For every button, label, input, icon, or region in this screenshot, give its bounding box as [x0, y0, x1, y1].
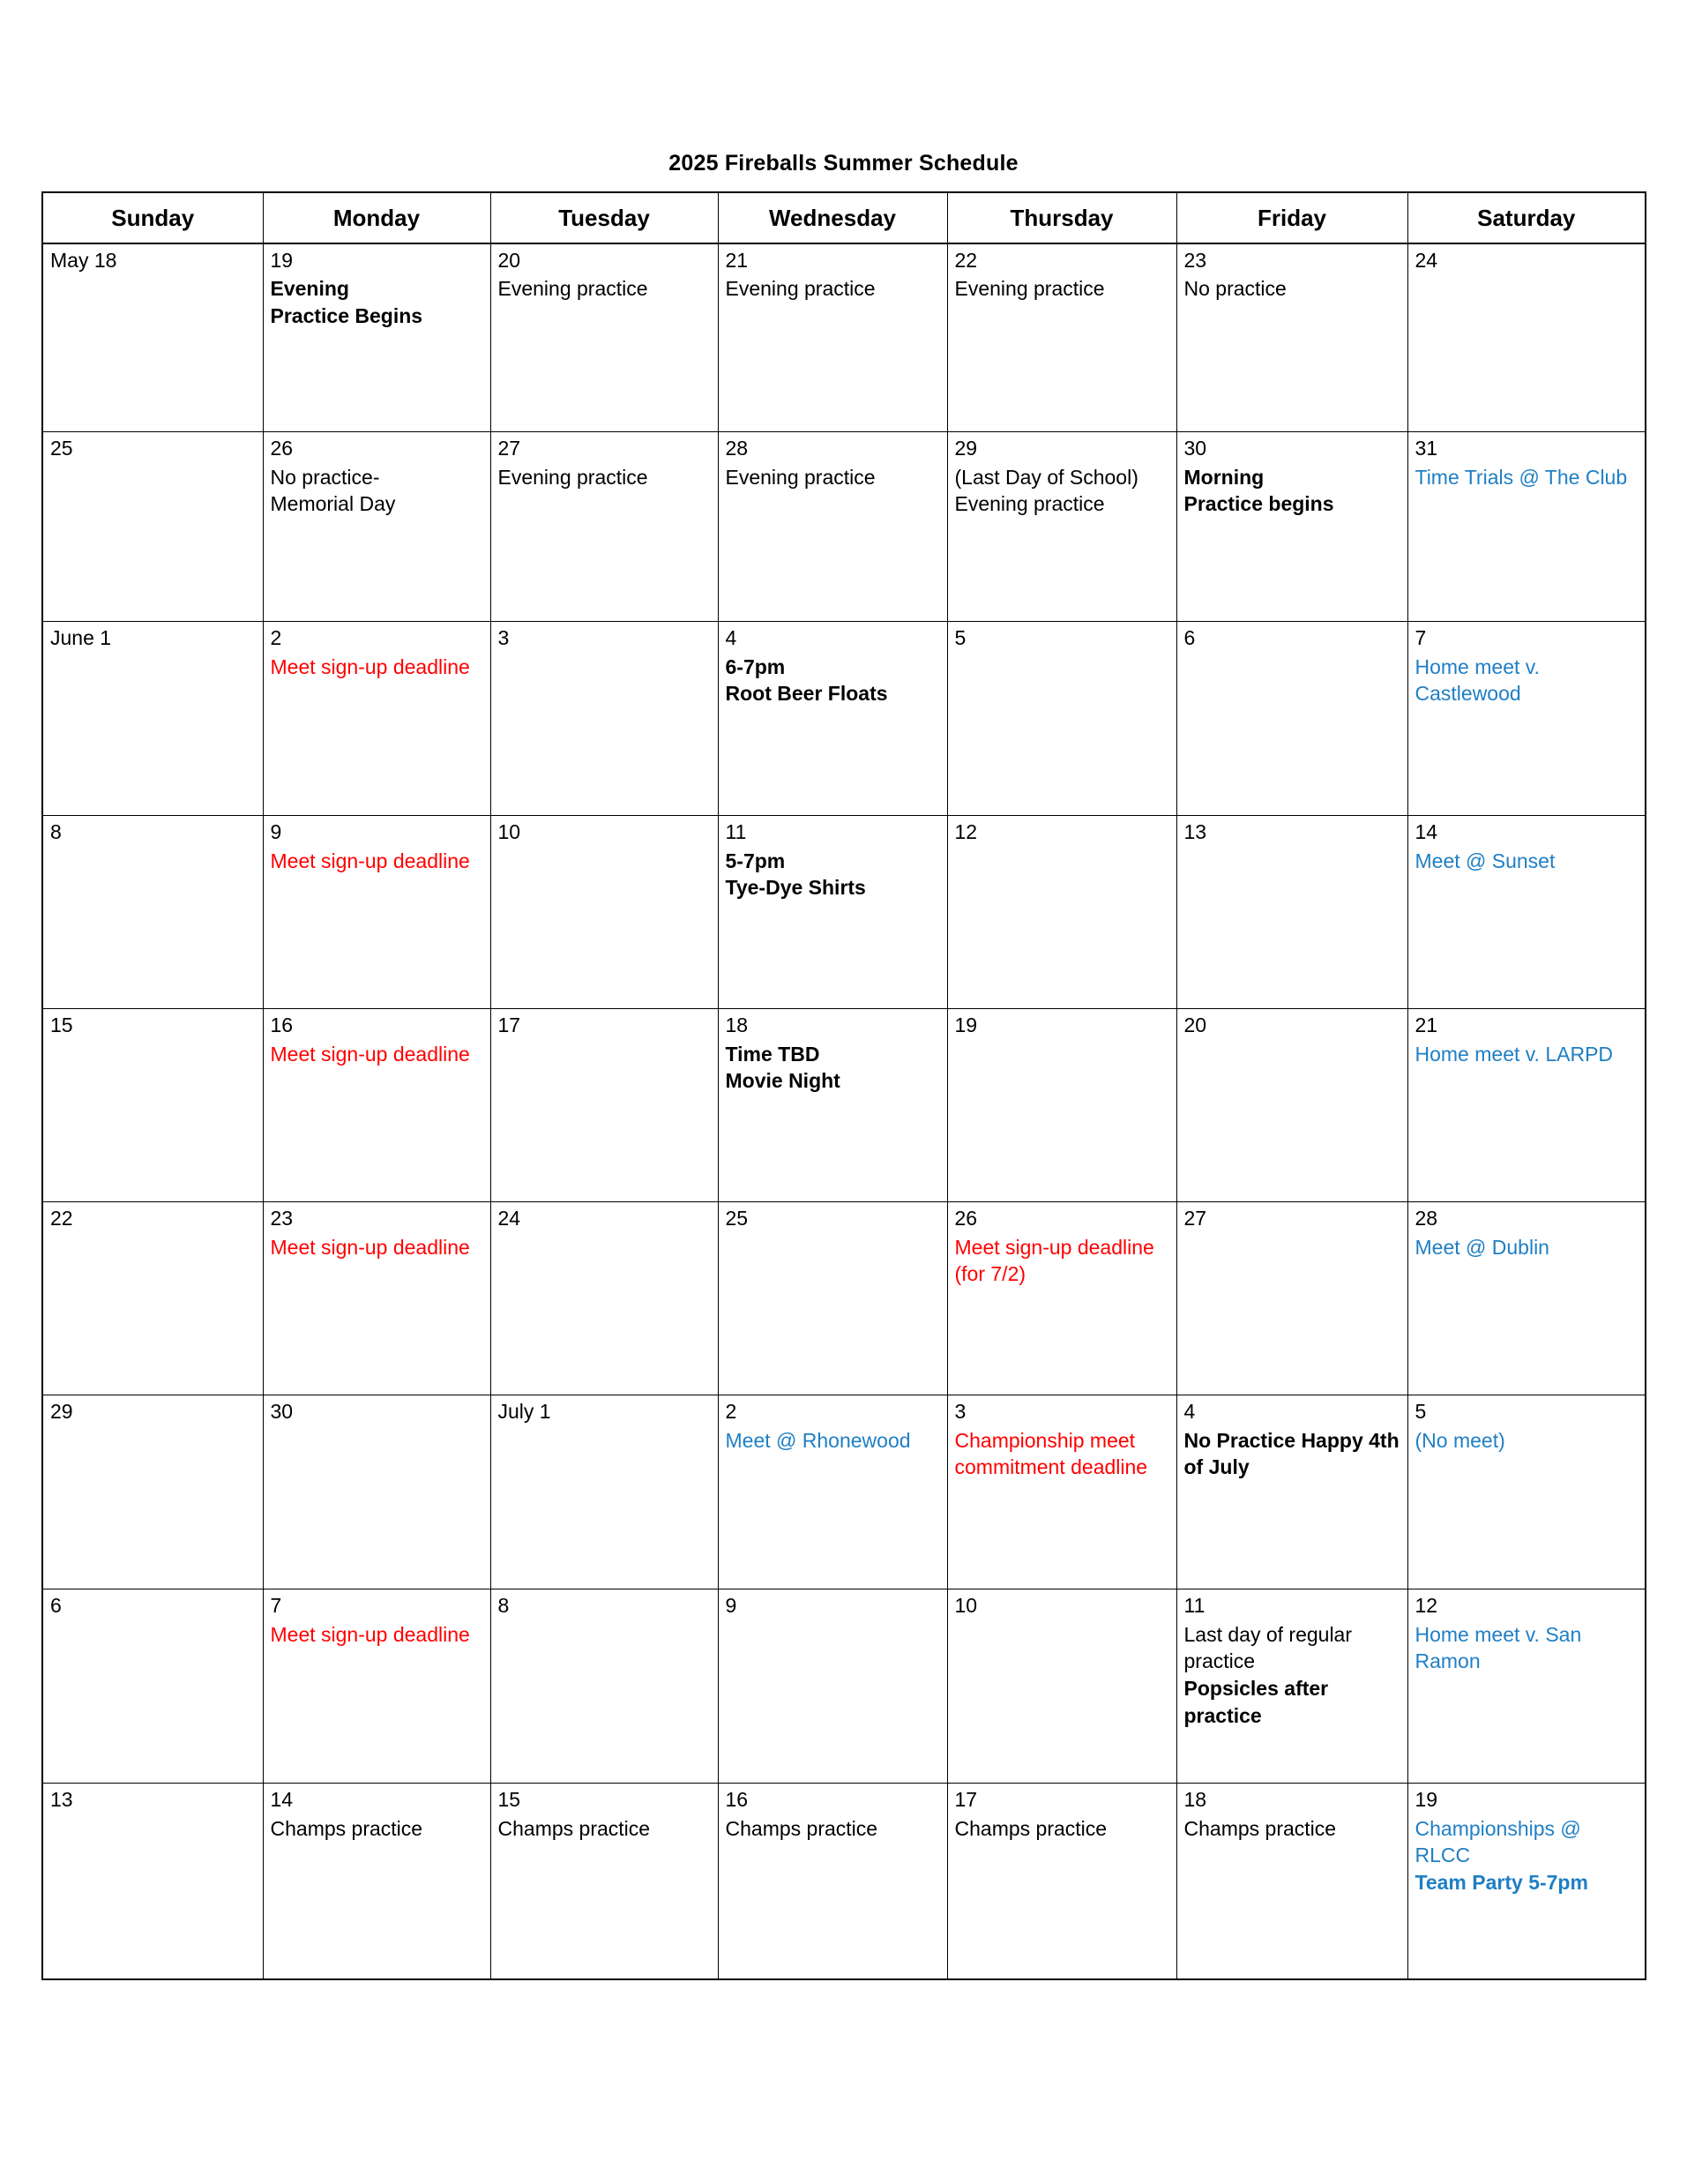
- calendar-day-cell[interactable]: [263, 1202, 490, 1395]
- calendar-day-cell[interactable]: [1407, 1009, 1646, 1202]
- day-event-text: Time TBD: [725, 1042, 820, 1066]
- day-number: 28: [1415, 1207, 1438, 1230]
- day-event-text: Home meet v. San Ramon: [1415, 1622, 1582, 1673]
- calendar-week-row: [42, 1202, 1646, 1395]
- weekday-header-monday: Monday: [263, 192, 490, 243]
- day-number: 22: [50, 1207, 73, 1230]
- day-cell-inner: [948, 622, 1176, 659]
- calendar-day-cell[interactable]: [947, 1784, 1176, 1979]
- day-event-text: Meet sign-up deadline: [270, 849, 470, 872]
- day-cell-inner: [264, 816, 490, 879]
- day-number: 4: [1183, 1400, 1196, 1423]
- calendar-body: [42, 243, 1646, 1979]
- day-event-text: Root Beer Floats: [725, 682, 888, 706]
- day-events: [1184, 1815, 1401, 1843]
- calendar-day-cell[interactable]: [1176, 1589, 1407, 1784]
- calendar-day-cell[interactable]: [947, 816, 1176, 1009]
- day-event-text: (Last Day of School) Evening practice: [954, 465, 1138, 516]
- day-number: 10: [497, 820, 521, 843]
- weekday-header-friday: Friday: [1176, 192, 1407, 243]
- calendar-day-cell[interactable]: [490, 1395, 718, 1589]
- day-cell-inner: [1408, 1589, 1646, 1680]
- day-cell-inner: [948, 1202, 1176, 1293]
- calendar-day-cell[interactable]: [42, 816, 263, 1009]
- day-event-text: Tye-Dye Shirts: [725, 876, 866, 900]
- day-event-text: Evening practice: [497, 277, 648, 301]
- day-number: 8: [50, 820, 62, 843]
- day-number: 25: [50, 437, 73, 460]
- day-cell-inner: [491, 816, 718, 853]
- day-event-text: Evening practice: [725, 277, 876, 301]
- day-events: [498, 464, 712, 491]
- calendar-day-cell[interactable]: [947, 1395, 1176, 1589]
- day-events: [1415, 1041, 1639, 1068]
- day-events: [1415, 1234, 1639, 1261]
- day-number: 17: [497, 1013, 521, 1036]
- day-cell-inner: [43, 432, 263, 469]
- day-number: 29: [954, 437, 978, 460]
- day-event-text: Championships @ RLCC: [1415, 1816, 1581, 1867]
- calendar-day-cell[interactable]: [1407, 1202, 1646, 1395]
- day-number: 15: [50, 1013, 73, 1036]
- day-events: [271, 1234, 484, 1261]
- calendar-day-cell[interactable]: [1407, 1395, 1646, 1589]
- calendar-day-cell[interactable]: [947, 243, 1176, 432]
- day-cell-inner: [719, 1202, 947, 1239]
- day-number: June 1: [50, 626, 112, 649]
- day-number: 24: [497, 1207, 521, 1230]
- day-event-text: Meet sign-up deadline (for 7/2): [954, 1235, 1154, 1286]
- day-cell-inner: [264, 1202, 490, 1266]
- schedule-calendar-table: [41, 191, 1646, 1980]
- day-number: 19: [270, 248, 294, 272]
- day-cell-inner: [1177, 1784, 1407, 1847]
- day-number: 18: [725, 1013, 749, 1036]
- calendar-day-cell[interactable]: [263, 243, 490, 432]
- calendar-day-cell[interactable]: [1407, 243, 1646, 432]
- day-cell-inner: [1177, 432, 1407, 523]
- calendar-week-row: [42, 1589, 1646, 1784]
- calendar-day-cell[interactable]: [1407, 432, 1646, 622]
- day-event-text: Champs practice: [497, 1816, 651, 1840]
- weekday-header-sunday: Sunday: [42, 192, 263, 243]
- calendar-day-cell[interactable]: [718, 243, 947, 432]
- day-number: 26: [270, 437, 294, 460]
- day-number: 9: [270, 820, 282, 843]
- day-cell-inner: [264, 244, 490, 335]
- calendar-week-row: [42, 816, 1646, 1009]
- day-cell-inner: [1177, 1589, 1407, 1734]
- day-cell-inner: [43, 1202, 263, 1239]
- day-cell-inner: [1177, 244, 1407, 308]
- day-number: 19: [954, 1013, 978, 1036]
- day-event-text: Last day of regular practice: [1183, 1622, 1353, 1673]
- day-number: 7: [270, 1594, 282, 1617]
- day-cell-inner: [948, 244, 1176, 308]
- day-cell-inner: [43, 816, 263, 853]
- day-number: 24: [1415, 248, 1438, 272]
- day-number: 21: [1415, 1013, 1438, 1036]
- calendar-day-cell[interactable]: [947, 1202, 1176, 1395]
- day-event-text: No Practice Happy 4th of July: [1183, 1428, 1400, 1479]
- day-event-text: Evening practice: [497, 465, 648, 489]
- day-number: 27: [497, 437, 521, 460]
- day-number: 5: [954, 626, 967, 649]
- day-events: [1184, 464, 1401, 518]
- day-event-text: Evening practice: [954, 277, 1105, 301]
- day-number: 30: [270, 1400, 294, 1423]
- calendar-day-cell[interactable]: [718, 622, 947, 816]
- day-event-text: Meet sign-up deadline: [270, 1235, 470, 1259]
- day-cell-inner: [491, 1395, 718, 1432]
- calendar-day-cell[interactable]: [42, 243, 263, 432]
- day-events: [726, 275, 941, 303]
- day-number: 25: [725, 1207, 749, 1230]
- day-number: 12: [954, 820, 978, 843]
- calendar-day-cell[interactable]: [42, 622, 263, 816]
- day-number: 7: [1415, 626, 1427, 649]
- day-cell-inner: [491, 432, 718, 496]
- day-number: 2: [725, 1400, 737, 1423]
- calendar-day-cell[interactable]: [1176, 1202, 1407, 1395]
- calendar-week-row: [42, 622, 1646, 816]
- calendar-week-row: [42, 243, 1646, 432]
- day-cell-inner: [719, 432, 947, 496]
- day-cell-inner: [719, 816, 947, 907]
- day-number: 8: [497, 1594, 510, 1617]
- day-event-text: No practice: [1183, 277, 1287, 301]
- calendar-header-row: [42, 192, 1646, 243]
- day-cell-inner: [43, 1009, 263, 1046]
- day-cell-inner: [719, 1589, 947, 1627]
- day-cell-inner: [1177, 1395, 1407, 1486]
- day-events: [955, 1815, 1170, 1843]
- calendar-day-cell[interactable]: [947, 1009, 1176, 1202]
- day-number: 28: [725, 437, 749, 460]
- day-cell-inner: [43, 244, 263, 281]
- day-cell-inner: [264, 622, 490, 685]
- day-events: [1184, 275, 1401, 303]
- day-number: 13: [1183, 820, 1207, 843]
- day-number: 14: [1415, 820, 1438, 843]
- day-cell-inner: [491, 1589, 718, 1627]
- calendar-day-cell[interactable]: [718, 1009, 947, 1202]
- day-number: 11: [1183, 1594, 1206, 1617]
- day-event-text: Meet sign-up deadline: [270, 1622, 470, 1646]
- calendar-day-cell[interactable]: [490, 1009, 718, 1202]
- day-event-text: Champs practice: [725, 1816, 878, 1840]
- calendar-day-cell[interactable]: [1176, 816, 1407, 1009]
- day-cell-inner: [1408, 1202, 1646, 1266]
- day-event-text: No practice-: [270, 465, 380, 489]
- day-events: [271, 654, 484, 681]
- day-events: [271, 848, 484, 875]
- calendar-day-cell[interactable]: [718, 1589, 947, 1784]
- day-cell-inner: [491, 622, 718, 659]
- day-event-text: Meet sign-up deadline: [270, 654, 470, 678]
- day-events: [1184, 1621, 1401, 1729]
- calendar-day-cell[interactable]: [490, 243, 718, 432]
- day-cell-inner: [43, 622, 263, 659]
- day-cell-inner: [1177, 1009, 1407, 1046]
- page-title: 2025 Fireballs Summer Schedule: [668, 151, 1019, 176]
- day-cell-inner: [719, 1784, 947, 1847]
- day-event-text: (No meet): [1415, 1428, 1505, 1452]
- day-event-text: Movie Night: [725, 1069, 840, 1093]
- day-event-text: Practice begins: [1183, 492, 1334, 516]
- day-cell-inner: [491, 1009, 718, 1046]
- day-number: 3: [954, 1400, 967, 1423]
- day-cell-inner: [43, 1784, 263, 1821]
- day-events: [726, 654, 941, 707]
- day-events: [271, 1041, 484, 1068]
- day-events: [955, 1234, 1170, 1288]
- day-cell-inner: [719, 622, 947, 713]
- calendar-day-cell[interactable]: [1176, 1395, 1407, 1589]
- day-number: 16: [270, 1013, 294, 1036]
- day-cell-inner: [948, 432, 1176, 523]
- day-event-text: Home meet v. LARPD: [1415, 1042, 1614, 1066]
- calendar-day-cell[interactable]: [490, 1784, 718, 1979]
- day-cell-inner: [1408, 1395, 1646, 1459]
- day-events: [955, 275, 1170, 303]
- day-cell-inner: [43, 1395, 263, 1432]
- day-event-text: Champs practice: [270, 1816, 423, 1840]
- calendar-day-cell[interactable]: [718, 432, 947, 622]
- day-events: [726, 848, 941, 901]
- day-event-text: Meet @ Rhonewood: [725, 1428, 911, 1452]
- calendar-day-cell[interactable]: [718, 1395, 947, 1589]
- calendar-day-cell[interactable]: [263, 816, 490, 1009]
- day-cell-inner: [264, 1395, 490, 1432]
- calendar-day-cell[interactable]: [490, 622, 718, 816]
- calendar-day-cell[interactable]: [490, 432, 718, 622]
- day-cell-inner: [1408, 622, 1646, 713]
- day-number: 11: [725, 820, 747, 843]
- calendar-day-cell[interactable]: [263, 432, 490, 622]
- calendar-day-cell[interactable]: [718, 1784, 947, 1979]
- day-cell-inner: [264, 1784, 490, 1847]
- day-number: 26: [954, 1207, 978, 1230]
- day-cell-inner: [948, 1784, 1176, 1847]
- day-event-text: Practice Begins: [270, 303, 423, 327]
- day-events: [726, 464, 941, 491]
- day-events: [955, 464, 1170, 518]
- calendar-day-cell[interactable]: [263, 1589, 490, 1784]
- day-number: 23: [270, 1207, 294, 1230]
- day-number: July 1: [497, 1400, 551, 1423]
- day-number: 16: [725, 1788, 749, 1811]
- calendar-day-cell[interactable]: [490, 1202, 718, 1395]
- day-events: [271, 1621, 484, 1649]
- day-number: 14: [270, 1788, 294, 1811]
- day-number: 6: [1183, 626, 1196, 649]
- day-event-text: Time Trials @ The Club: [1415, 465, 1628, 489]
- day-cell-inner: [1408, 1784, 1646, 1902]
- day-number: 27: [1183, 1207, 1207, 1230]
- calendar-day-cell[interactable]: [1407, 1784, 1646, 1979]
- day-number: 21: [725, 248, 749, 272]
- day-events: [726, 1427, 941, 1455]
- day-cell-inner: [1177, 1202, 1407, 1239]
- calendar-day-cell[interactable]: [1176, 622, 1407, 816]
- day-number: 4: [725, 626, 737, 649]
- day-events: [271, 275, 484, 329]
- day-number: 22: [954, 248, 978, 272]
- day-number: 10: [954, 1594, 978, 1617]
- day-cell-inner: [264, 1009, 490, 1073]
- day-event-text: Evening: [270, 277, 349, 301]
- day-number: 2: [270, 626, 282, 649]
- day-event-text: Meet @ Dublin: [1415, 1235, 1549, 1259]
- day-event-text: Home meet v. Castlewood: [1415, 654, 1540, 706]
- day-event-text: Meet @ Sunset: [1415, 849, 1556, 872]
- day-cell-inner: [491, 244, 718, 308]
- day-cell-inner: [948, 1009, 1176, 1046]
- day-cell-inner: [948, 1395, 1176, 1486]
- day-number: 20: [497, 248, 521, 272]
- day-number: 12: [1415, 1594, 1438, 1617]
- calendar-day-cell[interactable]: [42, 1202, 263, 1395]
- day-cell-inner: [1408, 1009, 1646, 1073]
- day-number: 15: [497, 1788, 521, 1811]
- day-number: 17: [954, 1788, 978, 1811]
- calendar-day-cell[interactable]: [42, 432, 263, 622]
- day-cell-inner: [1408, 244, 1646, 281]
- calendar-day-cell[interactable]: [1176, 1009, 1407, 1202]
- calendar-day-cell[interactable]: [718, 816, 947, 1009]
- day-events: [726, 1041, 941, 1095]
- day-cell-inner: [264, 1589, 490, 1653]
- calendar-day-cell[interactable]: [42, 1009, 263, 1202]
- day-cell-inner: [719, 244, 947, 308]
- calendar-day-cell[interactable]: [1176, 432, 1407, 622]
- day-event-text: Meet sign-up deadline: [270, 1042, 470, 1066]
- day-events: [1415, 1427, 1639, 1455]
- day-events: [498, 1815, 712, 1843]
- day-cell-inner: [491, 1202, 718, 1239]
- calendar-week-row: [42, 1395, 1646, 1589]
- calendar-day-cell[interactable]: [490, 1589, 718, 1784]
- day-number: 13: [50, 1788, 73, 1811]
- calendar-day-cell[interactable]: [947, 432, 1176, 622]
- day-events: [498, 275, 712, 303]
- day-number: 30: [1183, 437, 1207, 460]
- day-number: 6: [50, 1594, 62, 1617]
- day-number: 5: [1415, 1400, 1427, 1423]
- calendar-day-cell[interactable]: [490, 816, 718, 1009]
- calendar-day-cell[interactable]: [1176, 243, 1407, 432]
- calendar-day-cell[interactable]: [1176, 1784, 1407, 1979]
- calendar-day-cell[interactable]: [42, 1784, 263, 1979]
- day-event-text: Champs practice: [1183, 1816, 1337, 1840]
- calendar-day-cell[interactable]: [1407, 1589, 1646, 1784]
- weekday-header-wednesday: Wednesday: [718, 192, 947, 243]
- day-events: [1415, 1621, 1639, 1675]
- calendar-day-cell[interactable]: [42, 1589, 263, 1784]
- day-number: 29: [50, 1400, 73, 1423]
- day-cell-inner: [491, 1784, 718, 1847]
- day-number: 20: [1183, 1013, 1207, 1036]
- day-number: 18: [1183, 1788, 1207, 1811]
- weekday-header-thursday: Thursday: [947, 192, 1176, 243]
- calendar-day-cell[interactable]: [1407, 622, 1646, 816]
- day-number: 3: [497, 626, 510, 649]
- day-cell-inner: [1408, 816, 1646, 879]
- day-events: [726, 1815, 941, 1843]
- day-events: [1415, 654, 1639, 707]
- day-events: [955, 1427, 1170, 1481]
- day-cell-inner: [43, 1589, 263, 1627]
- day-cell-inner: [1177, 622, 1407, 659]
- day-event-text: Champs practice: [954, 1816, 1108, 1840]
- day-cell-inner: [1177, 816, 1407, 853]
- calendar-day-cell[interactable]: [718, 1202, 947, 1395]
- day-event-text: Popsicles after practice: [1183, 1676, 1329, 1727]
- calendar-day-cell[interactable]: [263, 1395, 490, 1589]
- day-event-text: Team Party 5-7pm: [1415, 1870, 1588, 1894]
- day-events: [271, 1815, 484, 1843]
- day-event-text: 5-7pm: [725, 849, 786, 872]
- day-cell-inner: [948, 1589, 1176, 1627]
- weekday-header-tuesday: Tuesday: [490, 192, 718, 243]
- day-event-text: Evening practice: [725, 465, 876, 489]
- day-cell-inner: [719, 1009, 947, 1100]
- day-events: [1415, 464, 1639, 491]
- day-number: 19: [1415, 1788, 1438, 1811]
- day-event-text: Championship meet commitment deadline: [954, 1428, 1148, 1479]
- day-event-text: 6-7pm: [725, 654, 786, 678]
- day-events: [1184, 1427, 1401, 1481]
- day-number: 23: [1183, 248, 1207, 272]
- calendar-week-row: [42, 1009, 1646, 1202]
- day-events: [271, 464, 484, 518]
- day-number: 9: [725, 1594, 737, 1617]
- calendar-week-row: [42, 1784, 1646, 1979]
- day-number: May 18: [50, 248, 117, 272]
- day-cell-inner: [1408, 432, 1646, 496]
- day-cell-inner: [719, 1395, 947, 1459]
- weekday-header-saturday: Saturday: [1407, 192, 1646, 243]
- calendar-day-cell[interactable]: [1407, 816, 1646, 1009]
- calendar-day-cell[interactable]: [947, 622, 1176, 816]
- calendar-day-cell[interactable]: [947, 1589, 1176, 1784]
- day-cell-inner: [264, 432, 490, 523]
- day-events: [1415, 1815, 1639, 1896]
- calendar-day-cell[interactable]: [263, 1009, 490, 1202]
- calendar-week-row: [42, 432, 1646, 622]
- day-event-text: Memorial Day: [270, 492, 396, 516]
- calendar-day-cell[interactable]: [42, 1395, 263, 1589]
- day-number: 31: [1415, 437, 1438, 460]
- calendar-day-cell[interactable]: [263, 1784, 490, 1979]
- day-events: [1415, 848, 1639, 875]
- day-event-text: Morning: [1183, 465, 1265, 489]
- day-cell-inner: [948, 816, 1176, 853]
- calendar-day-cell[interactable]: [263, 622, 490, 816]
